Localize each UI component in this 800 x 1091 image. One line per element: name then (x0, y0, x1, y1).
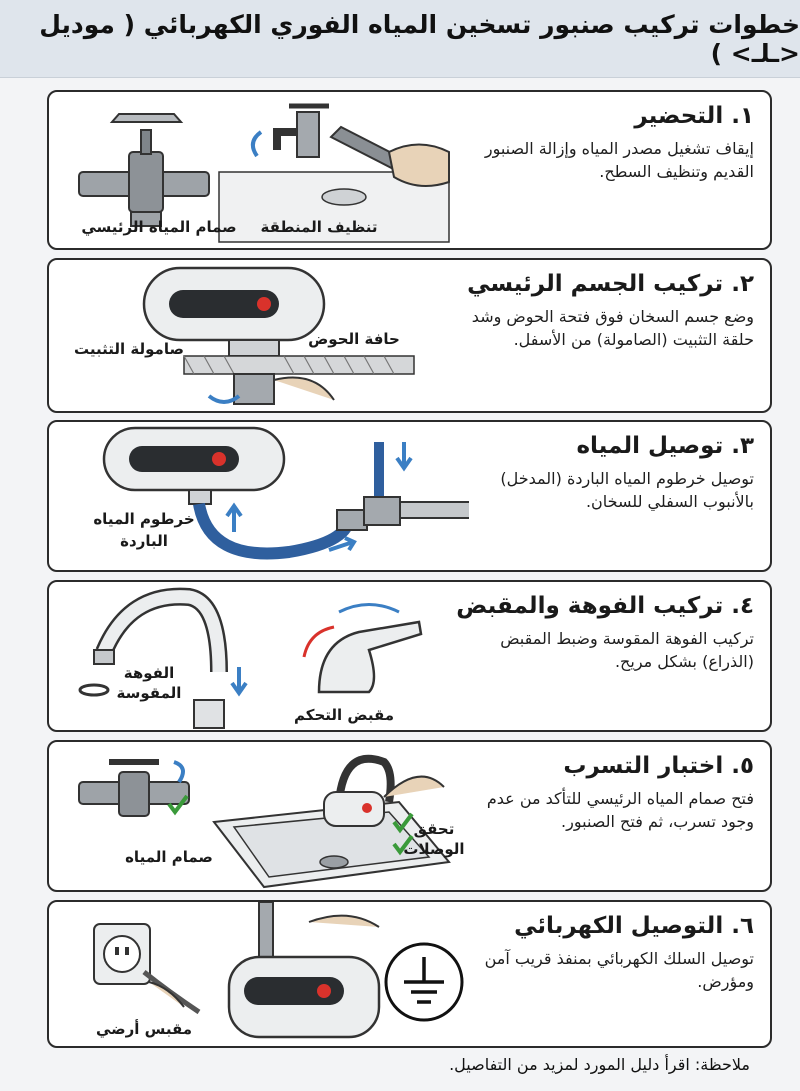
step5-description: فتح صمام المياه الرئيسي للتأكد من عدم وجود تسرب، ثم فتح الصنبور. (486, 788, 754, 831)
label-cold-hose-line2: الباردة (120, 532, 168, 550)
step4-text (454, 592, 754, 673)
label-fixing-nut: صامولة التثبيت (74, 340, 184, 358)
label-clean-area: تنظيف المنطقة (260, 218, 378, 236)
label-spout-line1: الفوهة (123, 664, 175, 682)
step4-description: تركيب الفوهة المقوسة وضبط المقبض (الذراع) بشكل مريح. (500, 628, 754, 671)
step6-title: ٦. التوصيل الكهربائي (514, 913, 754, 939)
main-valve-image (79, 114, 209, 226)
step4-title: ٤. تركيب الفوهة والمقبض (456, 593, 754, 619)
label-water-valve: صمام المياه (125, 848, 213, 866)
step1-description: إيقاف تشغيل مصدر المياه وإزالة الصنبور القديم وتنظيف السطح. (484, 138, 754, 181)
step3-description: توصيل خرطوم المياه الباردة (المدخل) بالأنبوب السفلي للسخان. (500, 468, 754, 511)
label-main-valve: صمام المياه الرئيسي (81, 218, 237, 236)
step3-text (454, 432, 754, 513)
step-card-water-connection (47, 420, 772, 572)
footer-note: ملاحظة: اقرأ دليل المورد لمزيد من التفاصيل. (449, 1055, 750, 1074)
spout-image (80, 597, 246, 728)
step-card-preparation (47, 90, 772, 250)
step3-illustration (49, 422, 469, 572)
leak-valve-image (79, 762, 189, 816)
label-check-line1: تحقق (413, 820, 455, 838)
step6-illustration (49, 902, 469, 1048)
step-card-leak-test (47, 740, 772, 892)
step-card-main-body (47, 258, 772, 413)
step6-description: توصيل السلك الكهربائي بمنفذ قريب آمن ومؤرض. (484, 948, 754, 991)
step1-text (454, 102, 754, 183)
step-card-spout-handle (47, 580, 772, 732)
label-ground-plug: مقبس أرضي (95, 1020, 193, 1038)
step5-title: ٥. اختبار التسرب (563, 753, 754, 779)
step1-title: ١. التحضير (634, 103, 754, 129)
page-header (0, 0, 800, 78)
step3-title: ٣. توصيل المياه (576, 433, 754, 459)
step-card-electrical (47, 900, 772, 1048)
heater-faucet-image (229, 902, 379, 1037)
label-spout-line2: المقوسة (116, 684, 182, 702)
step4-illustration (49, 582, 469, 732)
step5-text (454, 752, 754, 833)
ground-symbol-icon (386, 944, 462, 1020)
label-basin-edge: حافة الحوض (308, 330, 400, 348)
step5-illustration (49, 742, 469, 892)
label-cold-hose-line1: خرطوم المياه (93, 510, 195, 528)
step2-text (454, 270, 754, 351)
step1-illustration (49, 92, 469, 250)
step2-description: وضع جسم السخان فوق فتحة الحوض وشد حلقة التثبيت (الصامولة) من الأسفل. (471, 306, 754, 349)
step2-illustration (49, 260, 469, 413)
wall-outlet-image (94, 924, 199, 1012)
step6-text (454, 912, 754, 993)
step2-title: ٢. تركيب الجسم الرئيسي (467, 271, 754, 297)
control-handle-image (304, 605, 421, 693)
label-check-line2: الوصلات (403, 840, 465, 858)
label-control-handle: مقبض التحكم (293, 706, 395, 724)
page-title: خطوات تركيب صنبور تسخين المياه الفوري الكهربائي ( موديل <ـلـ> ) (39, 9, 800, 68)
